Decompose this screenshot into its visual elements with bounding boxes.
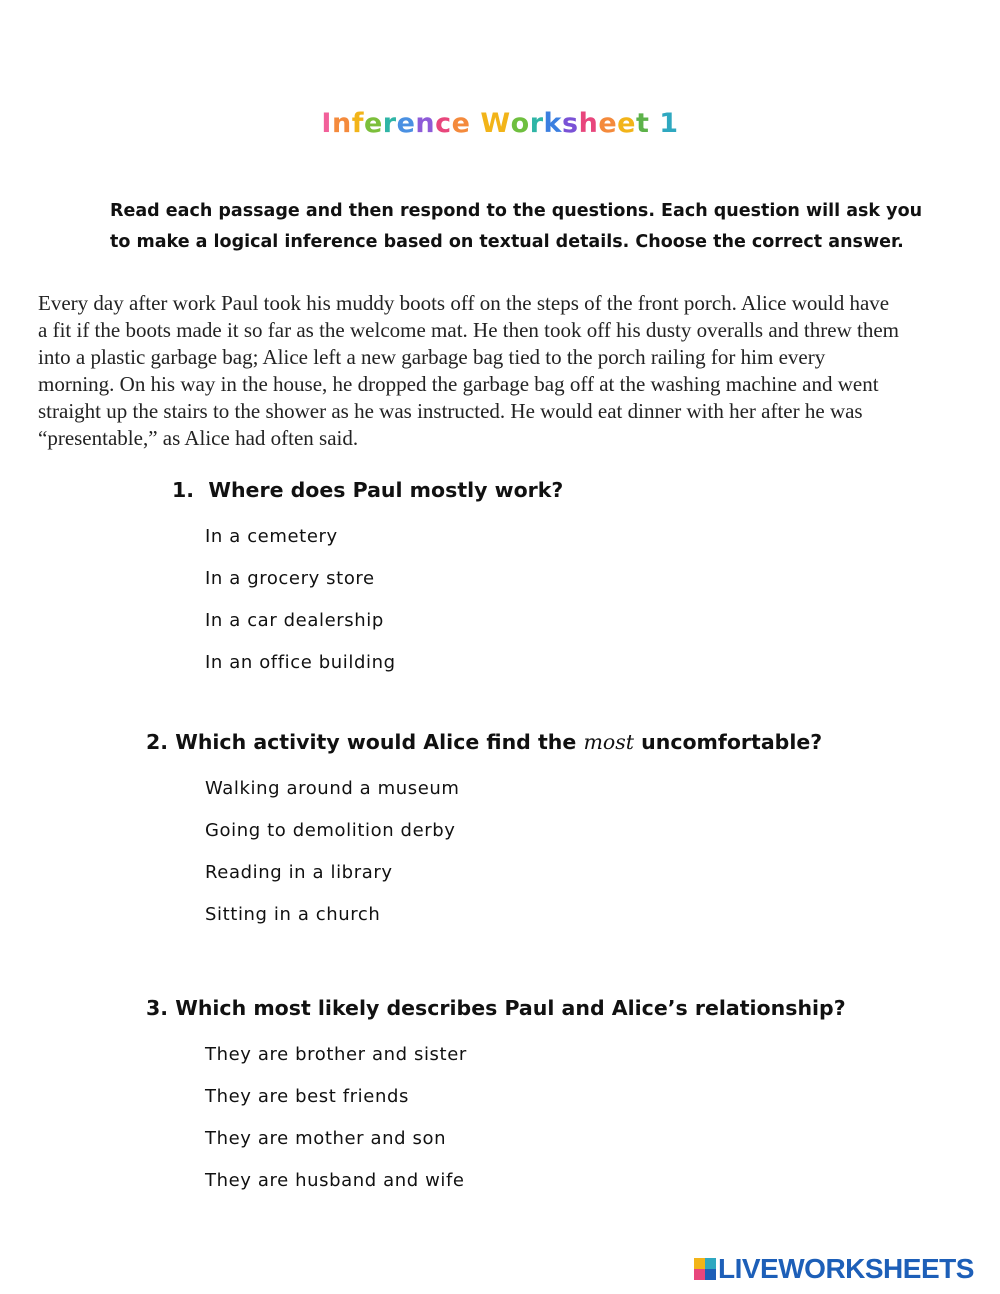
answer-option[interactable]: They are mother and son [205, 1128, 447, 1149]
question-2-options [205, 777, 460, 945]
question-3-options [205, 1043, 467, 1211]
answer-option[interactable]: Walking around a museum [205, 778, 460, 799]
logo-square [694, 1269, 705, 1280]
title-letter: o [510, 108, 530, 139]
question-emphasis: most [583, 730, 634, 754]
title-letter: k [543, 108, 563, 139]
title-letter: h [578, 108, 599, 139]
liveworksheets-brand[interactable] [694, 1254, 974, 1284]
title-letter [649, 108, 659, 139]
title-letter: e [617, 108, 636, 139]
answer-option[interactable]: Sitting in a church [205, 904, 381, 925]
liveworksheets-logo-icon [694, 1258, 716, 1280]
title-letter: c [435, 108, 452, 139]
answer-option[interactable]: Reading in a library [205, 862, 393, 883]
question-number: 2. [146, 730, 169, 754]
question-text: Which most likely describes Paul and Alice’s relationship? [175, 996, 846, 1020]
title-letter: s [562, 108, 579, 139]
title-letter: 1 [659, 108, 679, 139]
question-1-options [205, 525, 396, 693]
passage-line: Every day after work Paul took his muddy boots off on the steps of the front porch. Alice would have [38, 291, 890, 315]
title-letter: r [382, 108, 397, 139]
question-text-end: uncomfortable? [641, 730, 823, 754]
logo-square [705, 1269, 716, 1280]
question-text: Where does Paul mostly work? [208, 478, 564, 502]
passage-line: straight up the stairs to the shower as he was instructed. He would eat dinner with her after he was [38, 399, 863, 423]
title-letter: e [396, 108, 416, 139]
title-letter: W [480, 108, 511, 139]
worksheet-title [0, 108, 1000, 139]
answer-option[interactable]: They are best friends [205, 1086, 409, 1107]
title-letter: e [363, 108, 383, 139]
question-number: 1. [172, 478, 195, 502]
title-letter: I [321, 108, 332, 139]
title-letter: t [635, 108, 650, 139]
passage-line: morning. On his way in the house, he dropped the garbage bag off at the washing machine and went [38, 372, 879, 396]
answer-option[interactable]: In an office building [205, 652, 396, 673]
logo-square [694, 1258, 705, 1269]
answer-option[interactable]: They are husband and wife [205, 1170, 465, 1191]
title-letter: n [415, 108, 436, 139]
passage-line: a fit if the boots made it so far as the welcome mat. He then took off his dusty overalls and threw them [38, 318, 899, 342]
question-text: Which activity would Alice find the [175, 730, 577, 754]
title-letter [470, 108, 480, 139]
question-number: 3. [146, 996, 169, 1020]
title-letter: n [331, 108, 352, 139]
instructions-line-2: to make a logical inference based on textual details. Choose the correct answer. [110, 232, 904, 252]
passage-line: “presentable,” as Alice had often said. [38, 426, 359, 450]
passage-line: into a plastic garbage bag; Alice left a new garbage bag tied to the porch railing for him every [38, 345, 826, 369]
question-3 [146, 996, 846, 1020]
question-1 [172, 478, 563, 502]
title-letter: f [351, 108, 364, 139]
answer-option[interactable]: In a cemetery [205, 526, 338, 547]
reading-passage [38, 290, 978, 452]
title-letter: r [529, 108, 544, 139]
logo-square [705, 1258, 716, 1269]
instructions [110, 196, 923, 258]
question-2 [146, 730, 822, 754]
brand-text: LIVEWORKSHEETS [718, 1253, 974, 1284]
title-letter: e [451, 108, 471, 139]
answer-option[interactable]: In a grocery store [205, 568, 375, 589]
instructions-line-1: Read each passage and then respond to the questions. Each question will ask you [110, 201, 923, 221]
answer-option[interactable]: Going to demolition derby [205, 820, 456, 841]
answer-option[interactable]: They are brother and sister [205, 1044, 467, 1065]
answer-option[interactable]: In a car dealership [205, 610, 384, 631]
title-letter: e [598, 108, 618, 139]
